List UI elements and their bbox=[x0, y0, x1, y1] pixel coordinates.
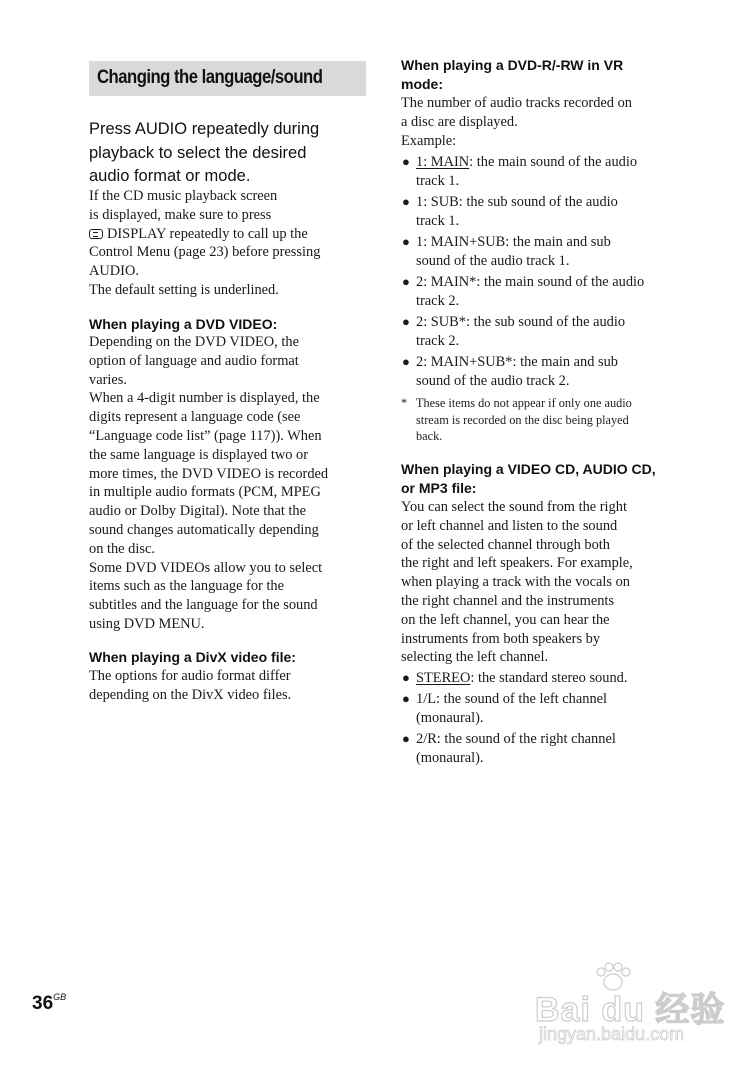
vcd-heading-line: or MP3 file: bbox=[401, 480, 477, 496]
bullet-dot-icon: ● bbox=[402, 313, 410, 329]
dvd-vr-bullet-line: track 1. bbox=[416, 172, 460, 189]
watermark-url: jingyan.baidu.com bbox=[539, 1024, 685, 1044]
dvd-vr-bullet-term: 1: SUB bbox=[416, 193, 459, 210]
bullet-dot-icon: ● bbox=[402, 691, 410, 707]
dvd-video-line: on the disc. bbox=[89, 540, 155, 557]
divx-paragraph bbox=[89, 667, 367, 705]
vcd-heading bbox=[401, 460, 656, 498]
intro-line: is displayed, make sure to press bbox=[89, 206, 272, 223]
dvd-vr-heading-line: When playing a DVD-R/-RW in VR bbox=[401, 57, 624, 73]
dvd-video-line: more times, the DVD VIDEO is recorded bbox=[89, 465, 329, 482]
dvd-video-line: When a 4-digit number is displayed, the bbox=[89, 390, 320, 407]
footnote-text bbox=[416, 395, 632, 445]
page-number bbox=[32, 993, 66, 1015]
vcd-bullet-item bbox=[401, 690, 686, 728]
lead-instruction bbox=[89, 118, 359, 189]
vcd-bullet-item bbox=[401, 730, 686, 768]
bullet-dot-icon: ● bbox=[402, 233, 410, 249]
dvd-video-line: digits represent a language code (see bbox=[89, 409, 301, 426]
page-number-value: 36 bbox=[32, 993, 54, 1014]
vcd-bullet-term: 1/L bbox=[416, 691, 436, 708]
vcd-bullet-line bbox=[416, 690, 686, 709]
dvd-vr-bullet-term: 2: SUB* bbox=[416, 313, 466, 330]
dvd-vr-bullet-line bbox=[416, 233, 686, 252]
dvd-vr-bullet-line: track 2. bbox=[416, 292, 460, 309]
display-button-icon bbox=[89, 229, 103, 239]
vcd-bullet-list bbox=[401, 669, 686, 770]
dvd-vr-bullet-line: sound of the audio track 1. bbox=[416, 252, 570, 269]
intro-line: If the CD music playback screen bbox=[89, 188, 278, 204]
vcd-paragraph bbox=[401, 498, 683, 667]
section-title: Changing the language/sound bbox=[97, 67, 323, 88]
divx-heading: When playing a DivX video file: bbox=[89, 649, 296, 665]
intro-line: The default setting is underlined. bbox=[89, 281, 279, 298]
dvd-vr-bullet-line bbox=[416, 193, 686, 212]
vcd-line: or left channel and listen to the sound bbox=[401, 517, 618, 534]
dvd-video-line: “Language code list” (page 117)). When bbox=[89, 427, 322, 444]
watermark-brand: Bai du 经验 bbox=[535, 991, 726, 1029]
dvd-vr-line: a disc are displayed. bbox=[401, 113, 518, 130]
intro-paragraph bbox=[89, 187, 367, 300]
footnote-line: These items do not appear if only one audio bbox=[416, 396, 632, 410]
dvd-vr-bullet-term: 1: MAIN+SUB bbox=[416, 233, 506, 250]
vcd-line: of the selected channel through both bbox=[401, 536, 610, 553]
dvd-video-line: Depending on the DVD VIDEO, the bbox=[89, 334, 299, 350]
vcd-bullet-term: STEREO bbox=[416, 670, 471, 686]
dvd-video-line: sound changes automatically depending bbox=[89, 521, 319, 538]
dvd-vr-bullet-item bbox=[401, 193, 686, 231]
dvd-vr-bullet-item bbox=[401, 153, 686, 191]
bullet-dot-icon: ● bbox=[402, 154, 410, 169]
dvd-vr-bullet-description: : the main and sub bbox=[512, 353, 618, 370]
dvd-video-line: subtitles and the language for the sound bbox=[89, 597, 318, 614]
lead-line: playback to select the desired bbox=[89, 143, 307, 162]
footnote-line: stream is recorded on the disc being played bbox=[416, 412, 629, 427]
bullet-dot-icon: ● bbox=[402, 670, 410, 685]
dvd-vr-bullet-item bbox=[401, 313, 686, 351]
dvd-vr-bullet-item bbox=[401, 273, 686, 311]
intro-line-display bbox=[89, 225, 367, 244]
divx-line: The options for audio format differ bbox=[89, 668, 291, 684]
dvd-video-line: Some DVD VIDEOs allow you to select bbox=[89, 559, 323, 576]
bullet-dot-icon: ● bbox=[402, 273, 410, 289]
dvd-vr-bullet-list bbox=[401, 153, 686, 393]
dvd-video-line: audio or Dolby Digital). Note that the bbox=[89, 503, 307, 520]
dvd-vr-bullet-line: track 1. bbox=[416, 212, 460, 229]
page-number-suffix: GB bbox=[53, 991, 67, 1002]
dvd-video-line: option of language and audio format bbox=[89, 352, 299, 369]
dvd-vr-bullet-term: 2: MAIN* bbox=[416, 273, 477, 290]
dvd-video-paragraph bbox=[89, 333, 367, 634]
dvd-vr-paragraph bbox=[401, 94, 683, 150]
vcd-bullet-term: 2/R bbox=[416, 731, 437, 748]
intro-display-text: DISPLAY repeatedly to call up the bbox=[107, 225, 308, 242]
intro-line: AUDIO. bbox=[89, 263, 139, 280]
vcd-bullet-item bbox=[401, 669, 686, 688]
section-title-banner bbox=[89, 61, 366, 96]
dvd-vr-bullet-line: track 2. bbox=[416, 332, 460, 349]
dvd-vr-bullet-term: 2: MAIN+SUB* bbox=[416, 353, 513, 370]
dvd-vr-bullet-line: sound of the audio track 2. bbox=[416, 372, 570, 389]
dvd-vr-heading-line: mode: bbox=[401, 76, 443, 92]
vcd-bullet-description: : the sound of the right channel bbox=[436, 731, 616, 748]
dvd-vr-bullet-line bbox=[416, 353, 686, 372]
dvd-vr-bullet-item bbox=[401, 233, 686, 271]
dvd-vr-bullet-description: : the sub sound of the audio bbox=[458, 193, 618, 210]
vcd-bullet-line bbox=[416, 730, 686, 749]
dvd-vr-heading bbox=[401, 56, 623, 94]
vcd-line: You can select the sound from the right bbox=[401, 499, 627, 515]
vcd-heading-line: When playing a VIDEO CD, AUDIO CD, bbox=[401, 461, 656, 477]
dvd-video-line: varies. bbox=[89, 371, 127, 388]
baidu-watermark bbox=[535, 962, 745, 1052]
dvd-video-line: using DVD MENU. bbox=[89, 615, 205, 632]
vcd-bullet-line bbox=[416, 669, 686, 688]
dvd-vr-footnote bbox=[401, 395, 686, 447]
dvd-video-line: in multiple audio formats (PCM, MPEG bbox=[89, 484, 321, 501]
dvd-vr-line: The number of audio tracks recorded on bbox=[401, 95, 632, 111]
lead-line: audio format or mode. bbox=[89, 167, 251, 185]
vcd-line: on the left channel, you can hear the bbox=[401, 611, 610, 628]
vcd-bullet-line: (monaural). bbox=[416, 709, 484, 726]
dvd-vr-bullet-item bbox=[401, 353, 686, 391]
vcd-bullet-line: (monaural). bbox=[416, 749, 484, 766]
bullet-dot-icon: ● bbox=[402, 731, 410, 747]
footnote-line: back. bbox=[416, 429, 443, 444]
dvd-vr-bullet-description: : the main sound of the audio bbox=[469, 154, 638, 170]
vcd-line: the right and left speakers. For example, bbox=[401, 555, 633, 572]
bullet-dot-icon: ● bbox=[402, 193, 410, 209]
dvd-video-heading: When playing a DVD VIDEO: bbox=[89, 316, 278, 332]
vcd-line: instruments from both speakers by bbox=[401, 630, 601, 647]
intro-line: Control Menu (page 23) before pressing bbox=[89, 244, 321, 261]
footnote-marker: * bbox=[401, 396, 408, 410]
dvd-vr-bullet-description: : the sub sound of the audio bbox=[465, 313, 626, 330]
vcd-line: when playing a track with the vocals on bbox=[401, 574, 630, 591]
dvd-vr-bullet-description: : the main sound of the audio bbox=[476, 273, 645, 290]
dvd-vr-bullet-description: : the main and sub bbox=[505, 233, 611, 250]
dvd-vr-bullet-line bbox=[416, 153, 686, 172]
divx-line: depending on the DivX video files. bbox=[89, 686, 292, 703]
bullet-dot-icon: ● bbox=[402, 353, 410, 369]
vcd-bullet-description: : the standard stereo sound. bbox=[470, 670, 628, 686]
vcd-line: the right channel and the instruments bbox=[401, 592, 615, 609]
dvd-vr-line: Example: bbox=[401, 132, 457, 149]
dvd-vr-bullet-line bbox=[416, 273, 686, 292]
vcd-line: selecting the left channel. bbox=[401, 649, 549, 666]
lead-line: Press AUDIO repeatedly during bbox=[89, 120, 320, 138]
dvd-video-line: items such as the language for the bbox=[89, 578, 285, 595]
dvd-video-line: the same language is displayed two or bbox=[89, 446, 309, 463]
dvd-vr-bullet-line bbox=[416, 313, 686, 332]
vcd-bullet-description: : the sound of the left channel bbox=[435, 691, 608, 708]
dvd-vr-bullet-term: 1: MAIN bbox=[416, 154, 470, 170]
